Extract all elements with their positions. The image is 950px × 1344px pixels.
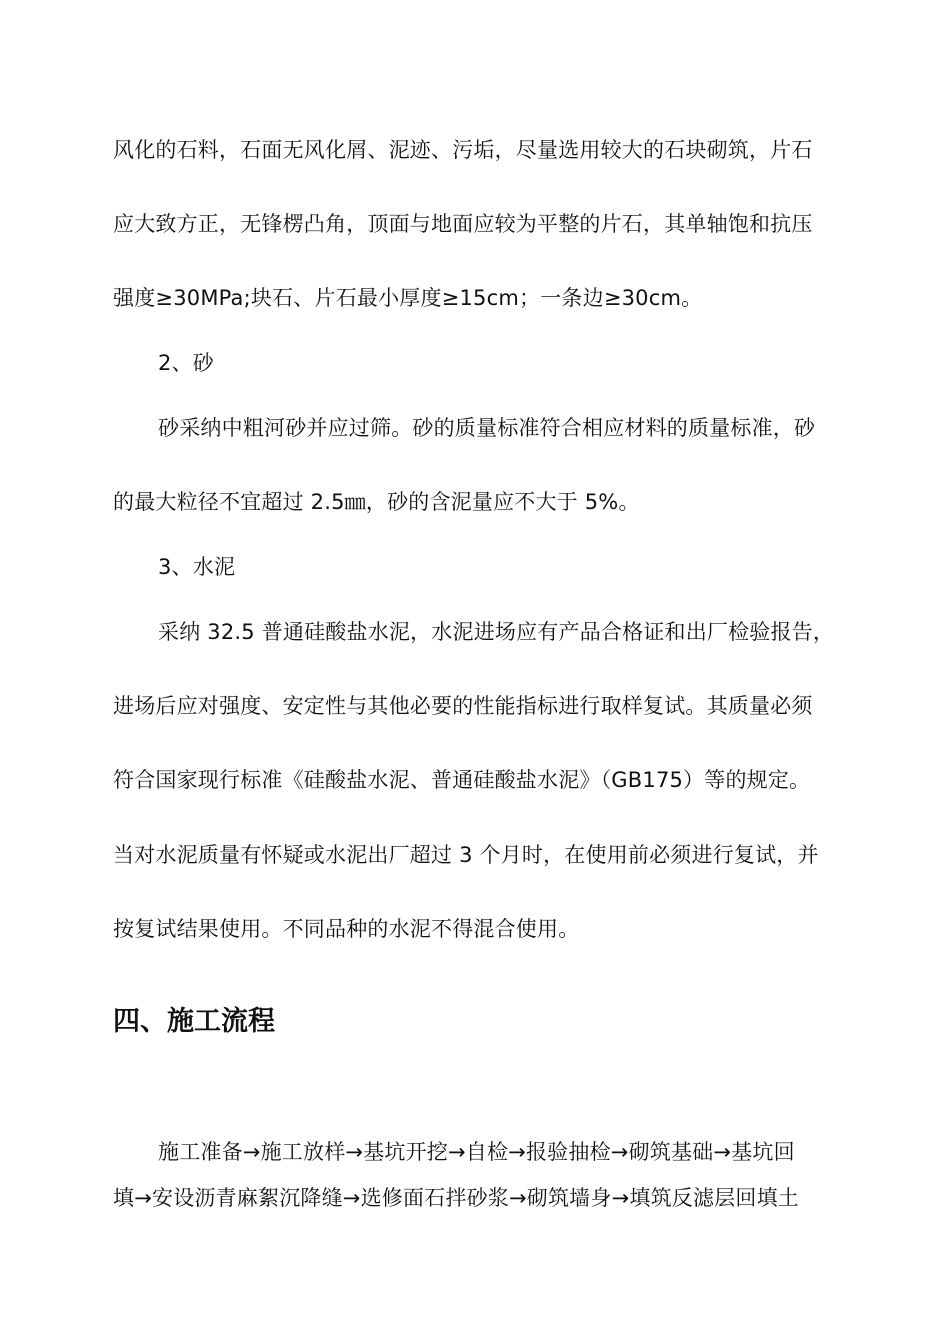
paragraph-line: 的最大粒径不宜超过 2.5㎜，砂的含泥量应不大于 5%。 <box>113 490 640 514</box>
flow-line: 填→安设沥青麻絮沉降缝→选修面石拌砂浆→砌筑墙身→填筑反滤层回填土 <box>113 1186 799 1210</box>
paragraph-line: 砂采纳中粗河砂并应过筛。砂的质量标准符合相应材料的质量标准，砂 <box>158 416 816 440</box>
paragraph-line: 进场后应对强度、安定性与其他必要的性能指标进行取样复试。其质量必须 <box>113 694 813 718</box>
subheading-cement: 3、水泥 <box>158 555 236 579</box>
paragraph-line: 符合国家现行标准《硅酸盐水泥、普通硅酸盐水泥》（GB175）等的规定。 <box>113 768 811 792</box>
section-heading: 四、施工流程 <box>113 1006 275 1037</box>
flow-line: 施工准备→施工放样→基坑开挖→自检→报验抽检→砌筑基础→基坑回 <box>158 1140 795 1164</box>
paragraph-line: 采纳 32.5 普通硅酸盐水泥，水泥进场应有产品合格证和出厂检验报告， <box>158 620 835 644</box>
subheading-sand: 2、砂 <box>158 351 214 375</box>
paragraph-line: 强度≥30MPa;块石、片石最小厚度≥15cm；一条边≥30cm。 <box>113 286 703 310</box>
paragraph-line: 应大致方正，无锋楞凸角，顶面与地面应较为平整的片石，其单轴饱和抗压 <box>113 212 813 236</box>
paragraph-line: 风化的石料，石面无风化屑、泥迹、污垢，尽量选用较大的石块砌筑，片石 <box>113 138 813 162</box>
paragraph-line: 当对水泥质量有怀疑或水泥出厂超过 3 个月时，在使用前必须进行复试，并 <box>113 843 819 867</box>
paragraph-line: 按复试结果使用。不同品种的水泥不得混合使用。 <box>113 917 580 941</box>
